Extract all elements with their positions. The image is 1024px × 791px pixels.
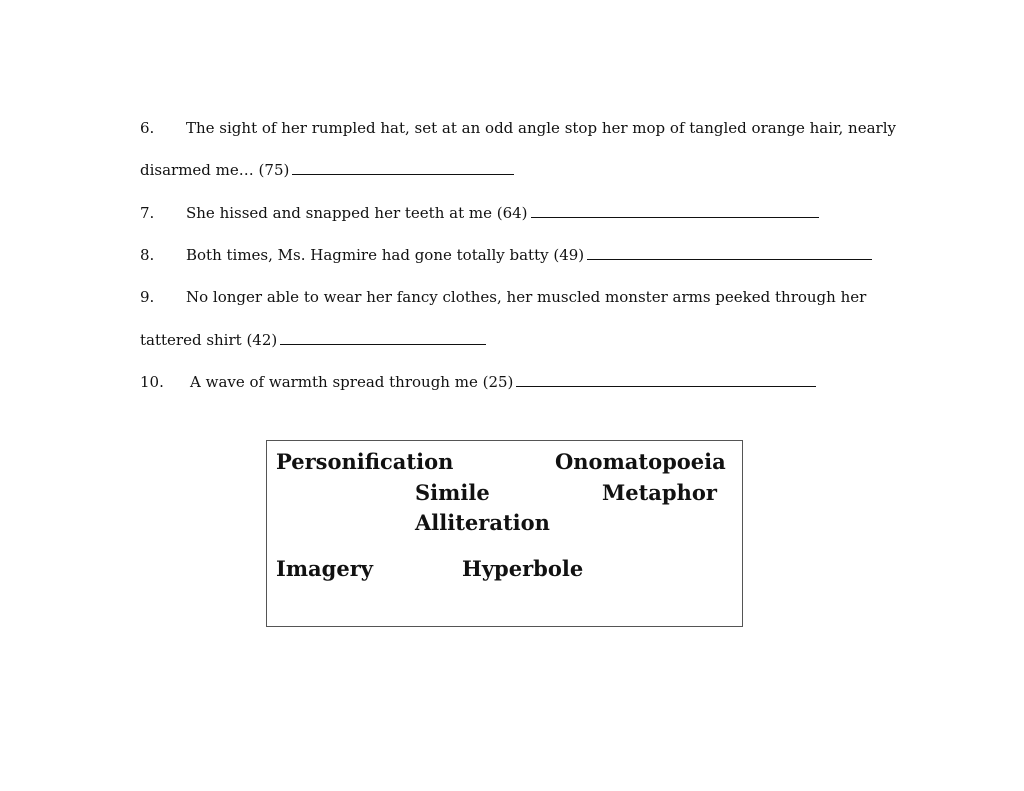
term-personification: Personification <box>276 449 454 474</box>
question-6-continued <box>140 160 514 180</box>
question-8-number: 8. <box>140 246 155 264</box>
question-6-text-line2: disarmed me… (75) <box>140 161 290 179</box>
question-9-continued <box>140 330 486 350</box>
term-metaphor: Metaphor <box>602 480 717 505</box>
term-alliteration: Alliteration <box>415 510 550 535</box>
question-6-answer-blank[interactable] <box>292 161 514 175</box>
question-9-text-line2: tattered shirt (42) <box>140 331 278 349</box>
question-6-number: 6. <box>140 119 155 137</box>
question-7-text: She hissed and snapped her teeth at me (64) <box>186 204 528 222</box>
question-10-answer-blank[interactable] <box>516 373 816 387</box>
question-10-number: 10. <box>140 373 164 391</box>
question-8-row <box>186 245 872 265</box>
question-9-number: 9. <box>140 288 155 306</box>
question-7-number: 7. <box>140 204 155 222</box>
question-7-row <box>186 203 819 223</box>
term-imagery: Imagery <box>276 556 373 581</box>
question-8-text: Both times, Ms. Hagmire had gone totally batty (49) <box>186 246 585 264</box>
term-onomatopoeia: Onomatopoeia <box>555 449 726 474</box>
word-bank-box <box>266 440 743 627</box>
question-10-row <box>190 372 816 392</box>
question-9-text: No longer able to wear her fancy clothes, her muscled monster arms peeked through her <box>186 288 867 306</box>
question-7-answer-blank[interactable] <box>531 204 819 218</box>
question-6-text: The sight of her rumpled hat, set at an odd angle stop her mop of tangled orange hair, nearly <box>186 119 896 137</box>
question-8-answer-blank[interactable] <box>587 246 872 260</box>
term-simile: Simile <box>415 480 490 505</box>
term-hyperbole: Hyperbole <box>462 556 584 581</box>
question-10-text: A wave of warmth spread through me (25) <box>190 373 514 391</box>
question-9-answer-blank[interactable] <box>280 331 486 345</box>
